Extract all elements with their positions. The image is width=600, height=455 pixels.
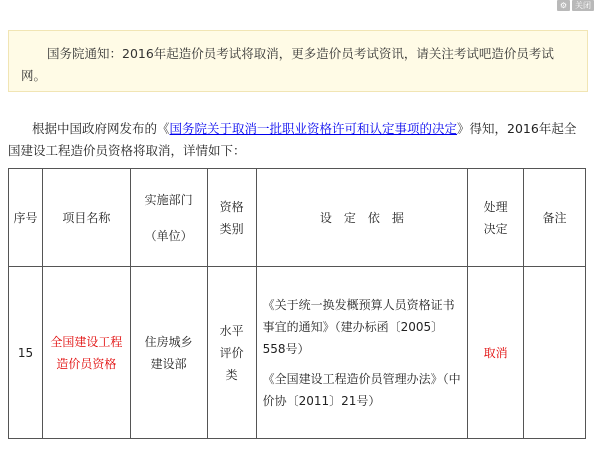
gear-icon[interactable]: ⚙ bbox=[557, 0, 570, 11]
header-decision: 处理决定 bbox=[468, 169, 524, 267]
cell-basis bbox=[256, 267, 468, 439]
header-dept-main: 实施部门 bbox=[144, 192, 193, 207]
basis-item-2: 《全国建设工程造价员管理办法》（中价协〔2011〕21号） bbox=[262, 371, 461, 408]
intro-suffix: 》得知，2016年起全国建设工程造价员资格将取消，详情如下： bbox=[8, 121, 577, 158]
cell-seq: 15 bbox=[9, 267, 43, 439]
table-header-row bbox=[9, 169, 586, 267]
header-basis: 设 定 依 据 bbox=[256, 169, 468, 267]
cell-decision: 取消 bbox=[468, 267, 524, 439]
cell-name: 全国建设工程造价员资格 bbox=[42, 267, 130, 439]
cell-category: 水平评价类 bbox=[207, 267, 256, 439]
header-name: 项目名称 bbox=[42, 169, 130, 267]
decision-link[interactable]: 国务院关于取消一批职业资格许可和认定事项的决定 bbox=[169, 121, 458, 136]
notice-text: 国务院通知：2016年起造价员考试将取消，更多造价员考试资讯，请关注考试吧造价员考试网。 bbox=[21, 46, 554, 83]
header-seq: 序号 bbox=[9, 169, 43, 267]
close-button[interactable]: 关闭 bbox=[572, 0, 594, 11]
intro-paragraph bbox=[8, 118, 588, 162]
table-row bbox=[9, 267, 586, 439]
cell-dept: 住房城乡建设部 bbox=[130, 267, 207, 439]
cell-remark bbox=[524, 267, 586, 439]
basis-item-1: 《关于统一换发概预算人员资格证书事宜的通知》（建办标函〔2005〕558号） bbox=[262, 297, 455, 356]
qualification-table bbox=[8, 168, 586, 439]
intro-prefix: 根据中国政府网发布的《 bbox=[32, 121, 170, 136]
header-dept-sub: （单位） bbox=[144, 228, 193, 243]
top-toolbar bbox=[557, 0, 594, 12]
header-category: 资格类别 bbox=[207, 169, 256, 267]
notice-box bbox=[8, 30, 588, 92]
header-remark: 备注 bbox=[524, 169, 586, 267]
header-dept bbox=[130, 169, 207, 267]
